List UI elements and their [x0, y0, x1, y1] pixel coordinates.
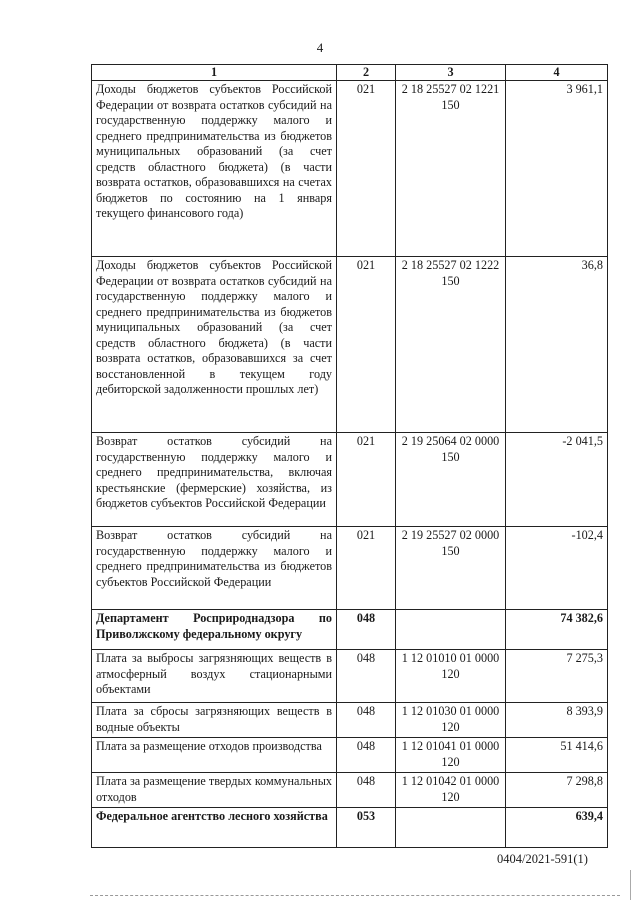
row-amount: -2 041,5 — [506, 433, 608, 527]
row-amount: 3 961,1 — [506, 81, 608, 257]
column-header-1: 1 — [92, 65, 337, 81]
row-description: Плата за сбросы загрязняющих веществ в водные объекты — [92, 703, 337, 738]
row-admin-code: 048 — [337, 610, 396, 650]
budget-table — [91, 64, 608, 848]
department-row — [92, 610, 608, 650]
row-description: Доходы бюджетов субъектов Российской Федерации от возврата остатков субсидий на государственную поддержку малого и среднего предпринимательства из бюджетов муниципальных образований (за счет средств областного бюджета) (в части возврата остатков, образовавшихся за счет восстановленной в текущем году дебиторской задолженности прошлых лет) — [92, 257, 337, 433]
table-row — [92, 527, 608, 610]
row-classification-code: 1 12 01042 01 0000 120 — [396, 773, 506, 808]
row-admin-code: 048 — [337, 773, 396, 808]
table-row — [92, 81, 608, 257]
table-row — [92, 257, 608, 433]
row-amount: -102,4 — [506, 527, 608, 610]
row-admin-code: 053 — [337, 808, 396, 848]
row-classification-code: 2 18 25527 02 1222 150 — [396, 257, 506, 433]
row-description: Плата за размещение твердых коммунальных отходов — [92, 773, 337, 808]
row-description: Плата за размещение отходов производства — [92, 738, 337, 773]
row-classification-code: 2 19 25064 02 0000 150 — [396, 433, 506, 527]
row-description: Возврат остатков субсидий на государственную поддержку малого и среднего предпринимательства из бюджетов субъектов Российской Федерации — [92, 527, 337, 610]
row-description: Плата за выбросы загрязняющих веществ в атмосферный воздух стационарными объектами — [92, 650, 337, 703]
table-row — [92, 433, 608, 527]
row-classification-code: 1 12 01010 01 0000 120 — [396, 650, 506, 703]
row-admin-code: 021 — [337, 433, 396, 527]
table-header-row — [92, 65, 608, 81]
table-row — [92, 773, 608, 808]
row-admin-code: 048 — [337, 650, 396, 703]
row-description: Федеральное агентство лесного хозяйства — [92, 808, 337, 848]
row-admin-code: 048 — [337, 703, 396, 738]
scan-edge-mark — [630, 870, 637, 900]
row-amount: 7 275,3 — [506, 650, 608, 703]
row-classification-code: 2 19 25527 02 0000 150 — [396, 527, 506, 610]
document-registration-code: 0404/2021-591(1) — [497, 852, 588, 866]
row-description: Возврат остатков субсидий на государственную поддержку малого и среднего предпринимательства, включая крестьянские (фермерские) хозяйства, из бюджетов субъектов Российской Федерации — [92, 433, 337, 527]
row-admin-code: 021 — [337, 257, 396, 433]
row-amount: 51 414,6 — [506, 738, 608, 773]
column-header-4: 4 — [506, 65, 608, 81]
row-amount: 36,8 — [506, 257, 608, 433]
page-number: 4 — [316, 40, 324, 55]
row-classification-code: 1 12 01041 01 0000 120 — [396, 738, 506, 773]
row-admin-code: 021 — [337, 527, 396, 610]
row-admin-code: 048 — [337, 738, 396, 773]
row-classification-code: 2 18 25527 02 1221 150 — [396, 81, 506, 257]
row-amount: 7 298,8 — [506, 773, 608, 808]
row-description: Доходы бюджетов субъектов Российской Федерации от возврата остатков субсидий на государственную поддержку малого и среднего предпринимательства из бюджетов муниципальных образований (за счет средств областного бюджета) (в части возврата остатков, образовавшихся на счетах бюджетов по состоянию на 1 января текущего финансового года) — [92, 81, 337, 257]
row-description: Департамент Росприроднадзора по Приволжскому федеральному округу — [92, 610, 337, 650]
table-row — [92, 738, 608, 773]
department-row — [92, 808, 608, 848]
table-row — [92, 650, 608, 703]
row-classification-code — [396, 808, 506, 848]
row-amount: 8 393,9 — [506, 703, 608, 738]
row-admin-code: 021 — [337, 81, 396, 257]
row-amount: 639,4 — [506, 808, 608, 848]
row-amount: 74 382,6 — [506, 610, 608, 650]
row-classification-code — [396, 610, 506, 650]
column-header-2: 2 — [337, 65, 396, 81]
column-header-3: 3 — [396, 65, 506, 81]
table-row — [92, 703, 608, 738]
row-classification-code: 1 12 01030 01 0000 120 — [396, 703, 506, 738]
scan-artifact-line — [90, 895, 620, 898]
